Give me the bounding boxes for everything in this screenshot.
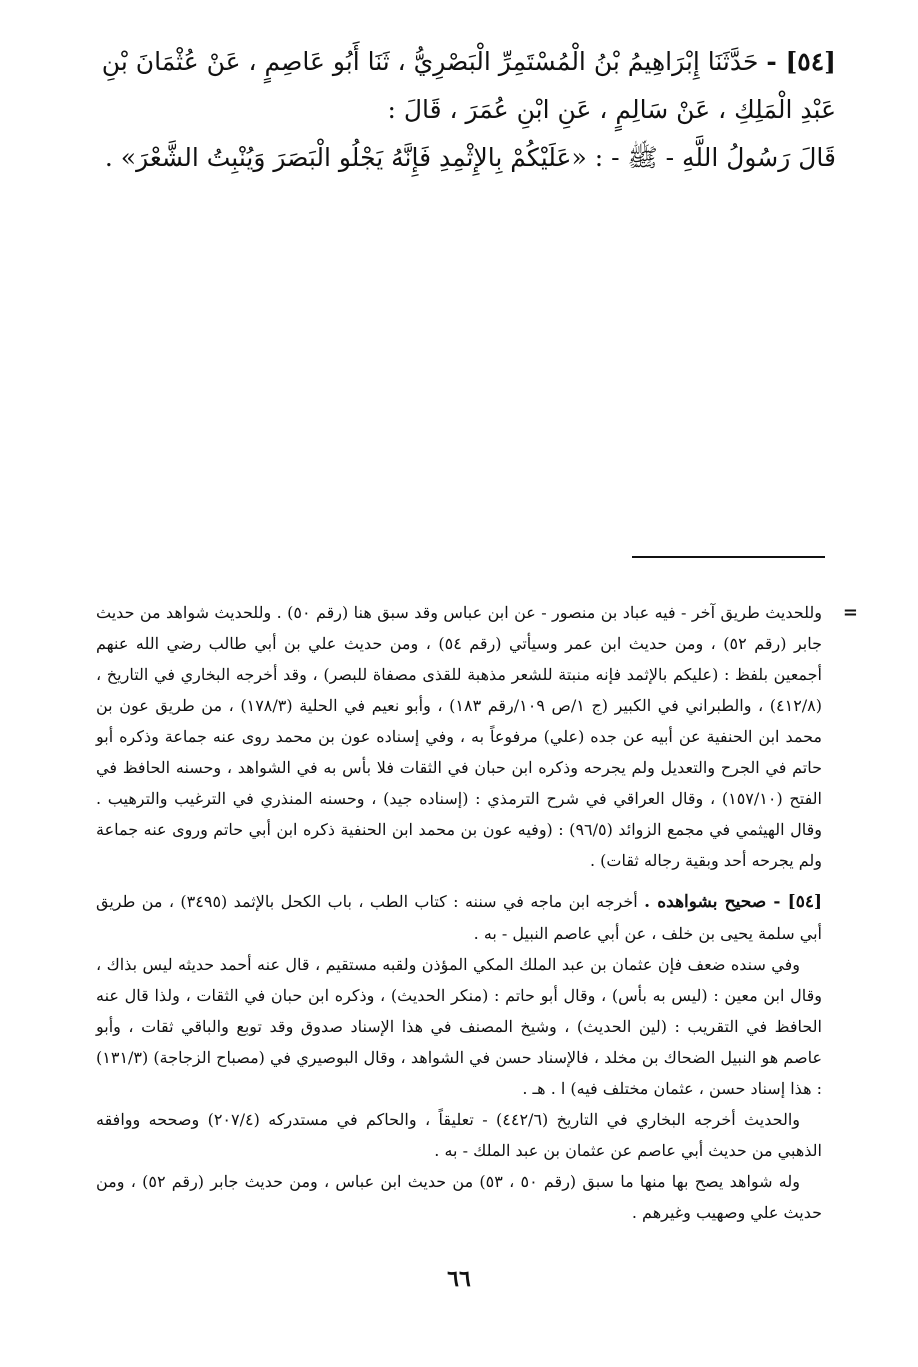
hadith-line-1 — [82, 38, 836, 86]
continuation-mark: = — [842, 602, 858, 623]
footnote-54-heading: [٥٤] - صحيح بشواهده . — [644, 892, 822, 912]
footnote-54-paragraph-2: وفي سنده ضعف فإن عثمان بن عبد الملك المكي المؤذن ولقبه مستقيم ، قال عنه أحمد حديثه ليس بذاك ، وقال ابن معين : (ليس به بأس) ، وقال أبو حاتم : (منكر الحديث) ، وذكره ابن حبان في الثقات ، ولذا قال عنه الحافظ في التقريب : (لين الحديث) ، وشيخ المصنف في هذا الإسناد صدوق وقد توبع والباقي ثقات ، وأبو عاصم هو النبيل الضحاك بن مخلد ، فالإسناد حسن في الشواهد ، وقال البوصيري في (مصباح الزجاجة) (١٣١/٣) : هذا إسناد حسن ، عثمان مختلف فيه) ا . هـ . — [96, 955, 822, 1098]
footnotes — [96, 597, 858, 1228]
hadith-text — [82, 38, 836, 182]
hadith-number: [٥٤] - — [766, 47, 836, 76]
footnote-54-takhrij: أخرجه ابن ماجه في سننه : كتاب الطب ، باب الكحل بالإثمد (٣٤٩٥) ، من طريق أبي سلمة يحيى بن خلف ، عن أبي عاصم النبيل - به . — [96, 892, 822, 943]
footnote-continuation — [96, 597, 858, 876]
footnote-54-intro — [96, 886, 822, 949]
hadith-line-2: عَبْدِ الْمَلِكِ ، عَنْ سَالِمٍ ، عَنِ ابْنِ عُمَرَ ، قَالَ : — [387, 95, 836, 124]
footnote-separator — [632, 556, 825, 558]
hadith-isnad-start: حَدَّثَنَا إِبْرَاهِيمُ بْنُ الْمُسْتَمِرِّ الْبَصْرِيُّ ، ثَنَا أَبُو عَاصِمٍ ، عَنْ عُثْمَانَ بْنِ — [101, 47, 759, 76]
footnote-54-paragraph-4: وله شواهد يصح بها منها ما سبق (رقم ٥٠ ، ٥٣) من حديث ابن عباس ، ومن حديث جابر (رقم ٥٢) ، ومن حديث علي وصهيب وغيرهم . — [96, 1172, 822, 1222]
hadith-line-3: قَالَ رَسُولُ اللَّهِ - ﷺ - : «عَلَيْكُمْ بِالإِثْمِدِ فَإِنَّهُ يَجْلُو الْبَصَرَ وَيُنْبِتُ الشَّعْرَ» . — [104, 143, 836, 172]
page-number: ٦٦ — [447, 1266, 471, 1292]
footnote-continuation-text: وللحديث طريق آخر - فيه عباد بن منصور - عن ابن عباس وقد سبق هنا (رقم ٥٠) . وللحديث شواهد من حديث جابر (رقم ٥٢) ، ومن حديث ابن عمر وسيأتي (رقم ٥٤) ، ومن حديث علي بن أبي طالب رضي الله عنهم أجمعين بلفظ : (عليكم بالإثمد فإنه منبتة للشعر مذهبة للقذى مصفاة للبصر) ، وقد أخرجه البخاري في التاريخ ، (٤١٢/٨) ، والطبراني في الكبير (ج ١/ص ١٠٩/رقم ١٨٣) ، وأبو نعيم في الحلية (١٧٨/٣) ، من طريق عون بن محمد ابن الحنفية عن أبيه عن جده (علي) مرفوعاً به ، وفي إسناده عون بن محمد روى عنه جماعة وذكره أبو حاتم في الجرح والتعديل ولم يجرحه وذكره ابن حبان في الثقات فلا بأس به في الشواهد ، وحسنه الحافظ في الفتح (١٥٧/١٠) ، وقال العراقي في شرح الترمذي : (إسناده جيد) ، وحسنه المنذري في الترغيب والترهيب . وقال الهيثمي في مجمع الزوائد (٩٦/٥) : (وفيه عون بن محمد ابن الحنفية ذكره ابن أبي حاتم وروى عنه جماعة ولم يجرحه أحد وبقية رجاله ثقات) . — [96, 603, 823, 870]
footnote-54-paragraph-3: والحديث أخرجه البخاري في التاريخ (٤٤٢/٦) - تعليقاً ، والحاكم في مستدركه (٢٠٧/٤) وصححه ووافقه الذهبي من حديث أبي عاصم عن عثمان بن عبد الملك - به . — [96, 1110, 822, 1160]
